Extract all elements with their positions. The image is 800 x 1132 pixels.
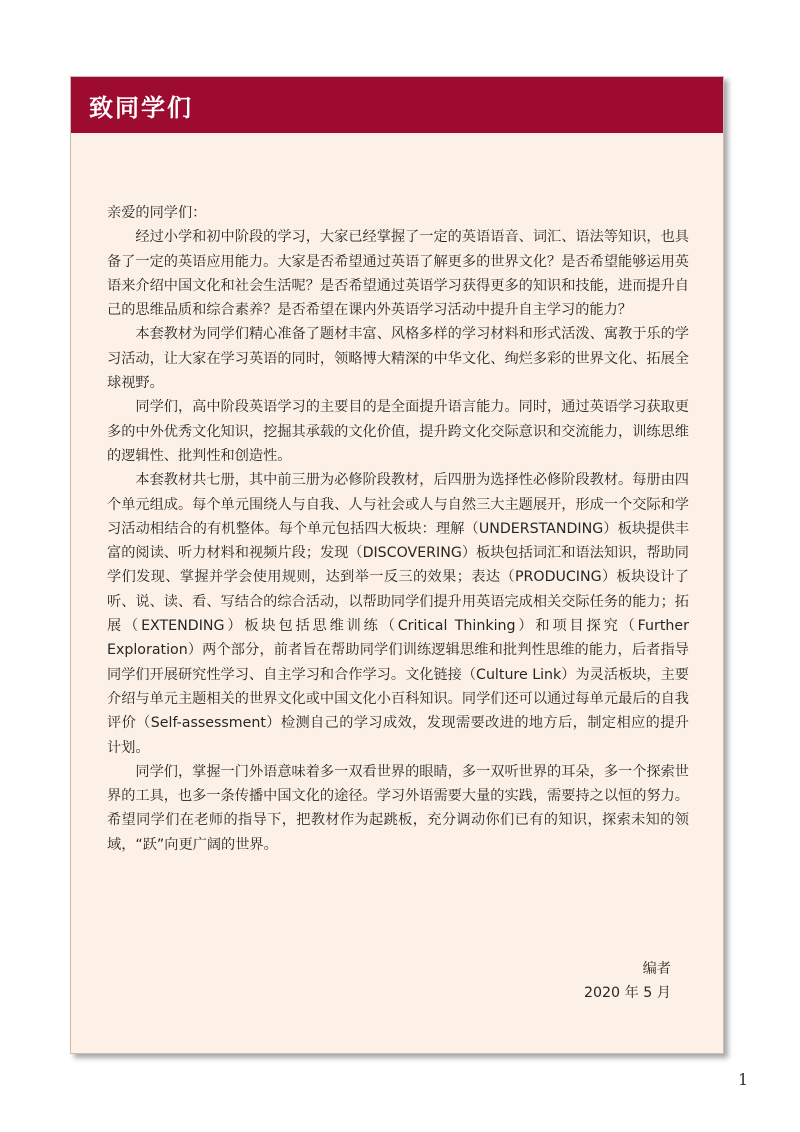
letter-paragraph-5: 同学们，掌握一门外语意味着多一双看世界的眼睛，多一双听世界的耳朵，多一个探索世界的工具，也多一条传播中国文化的途径。学习外语需要大量的实践，需要持之以恒的努力。希望同学们在老师的指导下，把教材作为起跳板，充分调动你们已有的知识，探索未知的领域，“跃”向更广阔的世界。 [107,763,689,853]
letter-paragraph-4: 本套教材共七册，其中前三册为必修阶段教材，后四册为选择性必修阶段教材。每册由四个单元组成。每个单元围绕人与自我、人与社会或人与自然三大主题展开，形成一个交际和学习活动相结合的有机整体。每个单元包括四大板块：理解（UNDERSTANDING）板块提供丰富的阅读、听力材料和视频片段；发现（DISCOVERING）板块包括词汇和语法知识，帮助同学们发现、掌握并学会使用规则，达到举一反三的效果；表达（PRODUCING）板块设计了听、说、读、看、写结合的综合活动，以帮助同学们提升用英语完成相关交际任务的能力；拓展（EXTENDING）板块包括思维训练（Critical Thinking）和项目探究（Further Exploration）两个部分，前者旨在帮助同学们训练逻辑思维和批判性思维的能力，后者指导同学们开展研究性学习、自主学习和合作学习。文化链接（Culture Link）为灵活板块，主要介绍与单元主题相关的世界文化或中国文化小百科知识。同学们还可以通过每单元最后的自我评价（Self-assessment）检测自己的学习成效，发现需要改进的地方后，制定相应的提升计划。 [107,472,689,756]
letter-paragraph-2: 本套教材为同学们精心准备了题材丰富、风格多样的学习材料和形式活泼、寓教于乐的学习活动，让大家在学习英语的同时，领略博大精深的中华文化、绚烂多彩的世界文化、拓展全球视野。 [107,326,689,392]
letter-author: 编者 [642,961,671,977]
page-title: 致同学们 [89,92,193,122]
page-number: 1 [738,1070,749,1089]
letter-date: 2020 年 5 月 [583,985,671,1001]
letter-greeting: 亲爱的同学们： [107,205,207,221]
letter-card [70,76,724,1054]
letter-body [107,201,689,857]
header-bar [71,77,723,133]
letter-paragraph-3: 同学们，高中阶段英语学习的主要目的是全面提升语言能力。同时，通过英语学习获取更多的中外优秀文化知识，挖掘其承载的文化价值，提升跨文化交际意识和交流能力，训练思维的逻辑性、批判性和创造性。 [107,399,689,464]
letter-paragraph-1: 经过小学和初中阶段的学习，大家已经掌握了一定的英语语音、词汇、语法等知识，也具备了一定的英语应用能力。大家是否希望通过英语了解更多的世界文化？是否希望能够运用英语来介绍中国文化和社会生活呢？是否希望通过英语学习获得更多的知识和技能，进而提升自己的思维品质和综合素养？是否希望在课内外英语学习活动中提升自主学习的能力？ [107,229,689,319]
